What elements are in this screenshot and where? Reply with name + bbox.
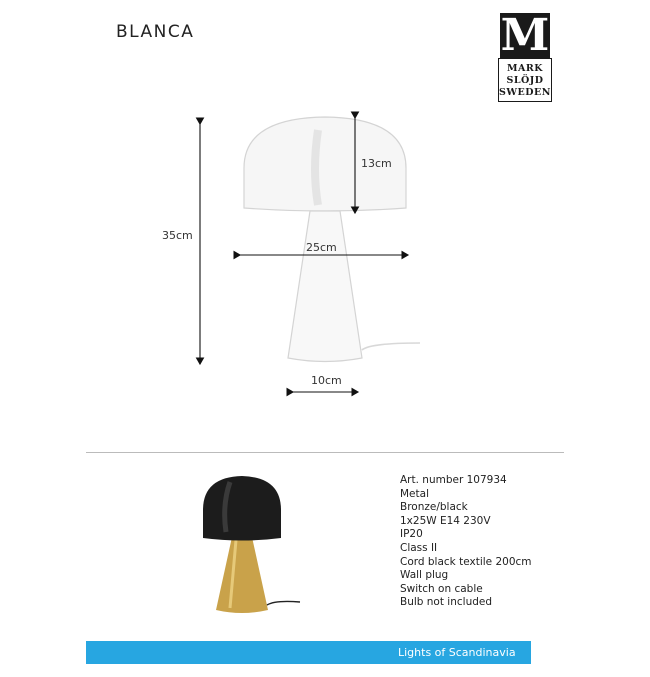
logo-line-1: MARK — [506, 63, 544, 74]
outline-cord — [362, 343, 420, 350]
section-divider — [86, 452, 564, 453]
outline-lamp-base — [288, 211, 362, 362]
height-label: 35cm — [162, 229, 193, 242]
photo-lamp-shade — [203, 476, 281, 541]
spec-item: IP20 — [400, 528, 423, 541]
logo-line-3: SWEDEN — [499, 87, 551, 98]
shade-width-label: 25cm — [306, 241, 337, 254]
spec-item: Class II — [400, 541, 438, 554]
footer-bar — [86, 641, 531, 664]
spec-item: Bronze/black — [400, 501, 468, 514]
photo-lamp-base — [216, 537, 268, 613]
spec-list — [400, 474, 532, 610]
spec-item: Switch on cable — [400, 582, 483, 595]
spec-item: Cord black textile 200cm — [400, 555, 532, 568]
footer-text: Lights of Scandinavia — [398, 646, 516, 659]
logo-line-2: SLÖJD — [506, 75, 544, 86]
base-width-label: 10cm — [311, 374, 342, 387]
outline-shade-highlight — [315, 130, 318, 205]
spec-item: Art. number 107934 — [400, 474, 507, 486]
spec-item: Bulb not included — [400, 596, 493, 609]
photo-cord — [267, 601, 300, 605]
spec-item: Wall plug — [400, 569, 449, 582]
spec-item: 1x25W E14 230V — [400, 514, 491, 527]
shade-height-label: 13cm — [361, 157, 392, 170]
logo-letter: M — [500, 10, 550, 61]
product-title: BLANCA — [116, 22, 195, 42]
spec-item: Metal — [400, 487, 429, 500]
